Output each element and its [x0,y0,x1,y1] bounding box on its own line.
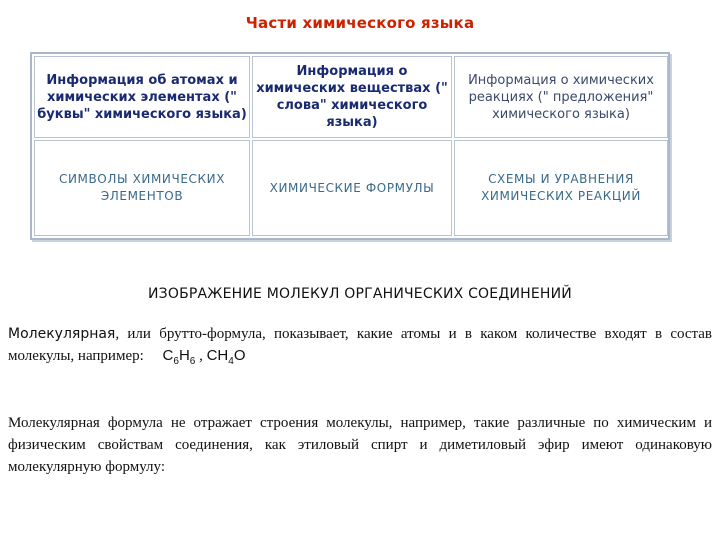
header-substances-text: Информация о химических веществах (" слова" химического языка) [256,64,448,130]
chemical-language-table [30,52,670,240]
page-title: Части химического языка [245,14,475,32]
header-atoms [34,56,250,138]
cell-reaction-equations [454,140,668,236]
formula-methanol: $CH_4O$ [206,347,246,367]
cell-chemical-formulas-text: ХИМИЧЕСКИЕ ФОРМУЛЫ [269,180,435,195]
header-reactions [454,56,668,138]
paragraph1-text: , или брутто-формула, показывает, какие атомы и в каком количестве входят в состав молекулы, например: [8,326,712,364]
section-heading: ИЗОБРАЖЕНИЕ МОЛЕКУЛ ОРГАНИЧЕСКИХ СОЕДИНЕНИЙ [148,286,572,302]
term-molecular: Молекулярная [8,326,116,342]
header-reactions-text: Информация о химических реакциях (" предложения" химического языка) [468,72,654,122]
cell-element-symbols [34,140,250,236]
paragraph-molecular-formula [8,323,712,373]
cell-reaction-equations-text: СХЕМЫ И УРАВНЕНИЯ ХИМИЧЕСКИХ РЕАКЦИЙ [481,172,641,203]
header-substances [252,56,452,138]
paragraph-structure: Молекулярная формула не отражает строения молекулы, например, такие различные по химическим и физическим свойствам соединения, как этиловый спирт и диметиловый эфир имеют одинаковую молекулярную формулу: [8,415,712,475]
cell-chemical-formulas [252,140,452,236]
formula-separator: , [199,348,203,364]
formula-benzene: $C_6H_6$ [162,347,196,367]
header-atoms-text: Информация об атомах и химических элементах (" буквы" химического языка) [37,72,247,122]
cell-element-symbols-text: СИМВОЛЫ ХИМИЧЕСКИХ ЭЛЕМЕНТОВ [58,172,226,203]
